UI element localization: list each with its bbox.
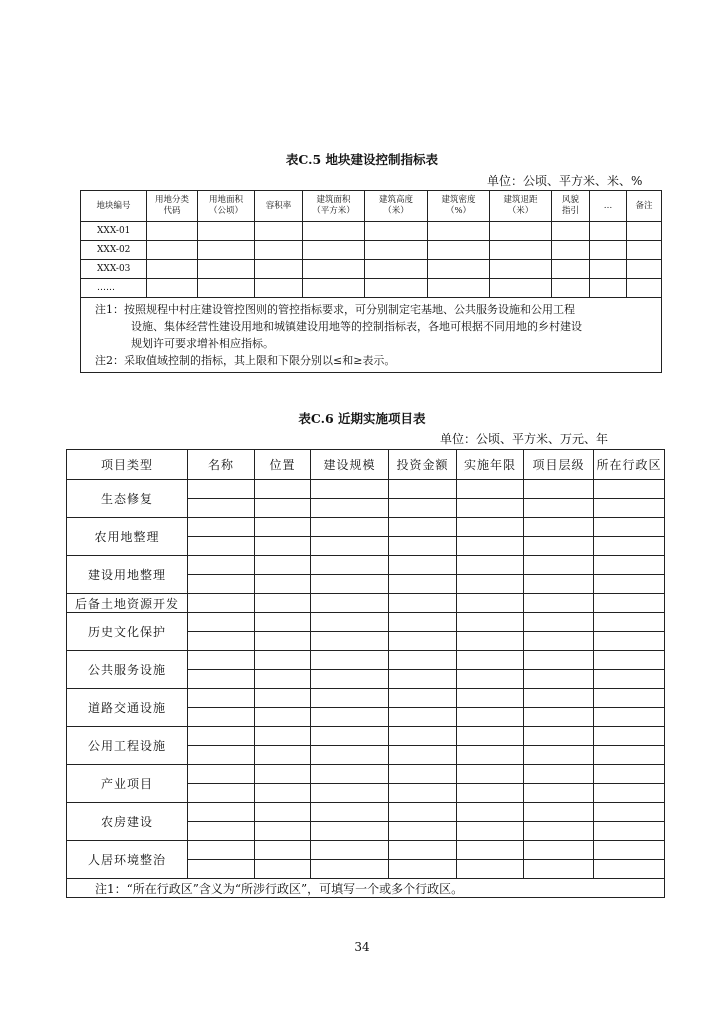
table-c5-header: 备注 xyxy=(627,191,662,222)
table-c5-header-row xyxy=(81,191,662,222)
table-row xyxy=(67,689,665,708)
table-c5-notes-row xyxy=(81,298,662,373)
table-row xyxy=(81,241,662,260)
plot-code: XXX-01 xyxy=(81,222,147,241)
table-c5-title: 表C.5 地块建设控制指标表 xyxy=(285,152,439,167)
note1-line3: 规划许可要求增补相应指标。 xyxy=(131,337,274,350)
table-c6 xyxy=(66,449,665,898)
table-row xyxy=(67,803,665,822)
table-c6-header: 项目层级 xyxy=(524,450,594,480)
table-row xyxy=(67,556,665,575)
note1-line1: 按照规程中村庄建设管控图则的管控指标要求，可分别制定宅基地、公共服务设施和公用工程 xyxy=(124,303,575,316)
table-c6-header: 投资金额 xyxy=(389,450,457,480)
table-c6-header: 实施年限 xyxy=(457,450,524,480)
table-c5 xyxy=(80,190,662,373)
table-c6-header: 位置 xyxy=(255,450,311,480)
project-category: 后备土地资源开发 xyxy=(67,594,188,613)
table-row xyxy=(81,279,662,298)
table-c6-footnote: 注1：“所在行政区”含义为“所涉行政区”，可填写一个或多个行政区。 xyxy=(67,879,665,898)
project-category: 公用工程设施 xyxy=(67,727,188,765)
table-row xyxy=(67,480,665,499)
note1-line2: 设施、集体经营性建设用地和城镇建设用地等的控制指标表，各地可根据不同用地的乡村建设 xyxy=(131,320,582,333)
page-number: 34 xyxy=(354,940,370,954)
table-c6-header: 名称 xyxy=(188,450,255,480)
table-c5-header: 建筑密度 （%） xyxy=(428,191,490,222)
table-row xyxy=(67,841,665,860)
project-category: 农房建设 xyxy=(67,803,188,841)
project-category: 历史文化保护 xyxy=(67,613,188,651)
project-category: 公共服务设施 xyxy=(67,651,188,689)
table-row xyxy=(67,765,665,784)
table-c6-footnote-row xyxy=(67,879,665,898)
table-c5-header: 建筑面积 （平方米） xyxy=(303,191,365,222)
project-category: 人居环境整治 xyxy=(67,841,188,879)
plot-code: XXX-03 xyxy=(81,260,147,279)
project-category: 建设用地整理 xyxy=(67,556,188,594)
project-category: 道路交通设施 xyxy=(67,689,188,727)
table-c6-title: 表C.6 近期实施项目表 xyxy=(298,411,426,426)
table-c6-header: 项目类型 xyxy=(67,450,188,480)
note2-label: 注2： xyxy=(95,354,124,367)
project-category: 农用地整理 xyxy=(67,518,188,556)
table-c5-header: 用地分类 代码 xyxy=(147,191,198,222)
project-category: 生态修复 xyxy=(67,480,188,518)
table-c5-header: 建筑高度 （米） xyxy=(365,191,428,222)
table-c6-header: 所在行政区 xyxy=(594,450,665,480)
note1-label: 注1： xyxy=(95,303,124,316)
table-row xyxy=(67,727,665,746)
table-c5-header: 容积率 xyxy=(255,191,303,222)
table-row xyxy=(67,613,665,632)
table-row xyxy=(67,651,665,670)
table-c5-notes xyxy=(81,298,662,373)
plot-code: …… xyxy=(81,279,147,298)
plot-code: XXX-02 xyxy=(81,241,147,260)
table-row xyxy=(67,594,665,613)
table-c6-header: 建设规模 xyxy=(311,450,389,480)
table-c6-header-row xyxy=(67,450,665,480)
table-row xyxy=(81,222,662,241)
table-c5-header: … xyxy=(590,191,627,222)
table-c5-header: 建筑退距 （米） xyxy=(490,191,552,222)
table-row xyxy=(81,260,662,279)
table-c5-header: 风貌 指引 xyxy=(552,191,590,222)
table-c5-unit: 单位：公顷、平方米、米、% xyxy=(487,174,643,188)
project-category: 产业项目 xyxy=(67,765,188,803)
table-c5-header: 地块编号 xyxy=(81,191,147,222)
table-c5-header: 用地面积 （公顷） xyxy=(198,191,255,222)
table-row xyxy=(67,518,665,537)
table-c6-unit: 单位：公顷、平方米、万元、年 xyxy=(440,432,609,446)
note2-text: 采取值域控制的指标，其上限和下限分别以≤和≥表示。 xyxy=(124,354,396,367)
